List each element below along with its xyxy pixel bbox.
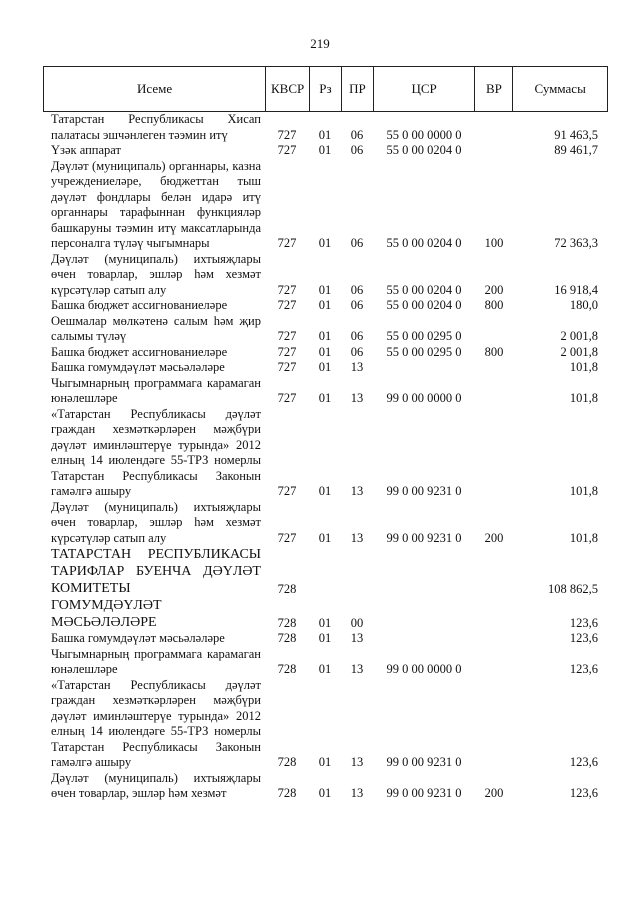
cell-rz: 01 bbox=[318, 282, 332, 297]
cell-sum: 101,8 bbox=[569, 530, 598, 545]
cell-csr: 55 0 00 0204 0 bbox=[386, 282, 462, 297]
header-pr: ПР bbox=[341, 67, 373, 111]
cell-csr: 55 0 00 0204 0 bbox=[386, 298, 462, 312]
cell-kvsr: 728 bbox=[277, 786, 297, 800]
table-header bbox=[43, 66, 608, 112]
table-row bbox=[43, 314, 608, 345]
cell-kvsr: 728 bbox=[277, 581, 297, 596]
cell-csr: 99 0 00 9231 0 bbox=[386, 530, 462, 545]
cell-name: Чыгымнарның программага карамаган юнәлешләре bbox=[51, 375, 261, 405]
cell-sum: 123,6 bbox=[569, 786, 598, 800]
cell-kvsr: 727 bbox=[277, 391, 297, 405]
cell-vr: 100 bbox=[484, 236, 504, 250]
cell-csr: 55 0 00 0295 0 bbox=[386, 344, 462, 359]
cell-csr: 55 0 00 0000 0 bbox=[386, 127, 462, 142]
cell-sum: 123,6 bbox=[569, 755, 598, 769]
cell-kvsr: 727 bbox=[277, 127, 297, 142]
cell-name: Үзәк аппарат bbox=[51, 143, 121, 157]
table-row bbox=[43, 678, 608, 771]
table-row bbox=[43, 298, 608, 314]
cell-csr: 99 0 00 9231 0 bbox=[386, 755, 462, 769]
cell-rz: 01 bbox=[318, 360, 332, 374]
cell-kvsr: 727 bbox=[277, 329, 297, 343]
cell-csr: 55 0 00 0295 0 bbox=[386, 329, 462, 343]
cell-kvsr: 727 bbox=[277, 143, 297, 157]
cell-pr: 06 bbox=[350, 236, 364, 250]
cell-pr: 06 bbox=[350, 298, 364, 312]
table-row bbox=[43, 500, 608, 547]
cell-sum: 2 001,8 bbox=[560, 329, 598, 343]
cell-sum: 180,0 bbox=[569, 298, 598, 312]
cell-pr: 06 bbox=[350, 282, 364, 297]
cell-pr: 06 bbox=[350, 127, 364, 142]
cell-sum: 123,6 bbox=[569, 631, 598, 645]
table-row bbox=[43, 597, 608, 631]
cell-vr: 200 bbox=[484, 282, 504, 297]
cell-sum: 101,8 bbox=[569, 484, 598, 498]
cell-csr: 99 0 00 0000 0 bbox=[386, 391, 462, 405]
header-rz: Рз bbox=[309, 67, 341, 111]
header-sum: Суммасы bbox=[512, 67, 607, 111]
cell-csr: 99 0 00 9231 0 bbox=[386, 786, 462, 800]
cell-name: Оешмалар мөлкәтенә салым һәм җир салымы түләү bbox=[51, 313, 261, 343]
cell-pr: 06 bbox=[350, 143, 364, 157]
cell-pr: 00 bbox=[350, 615, 364, 630]
cell-rz: 01 bbox=[318, 329, 332, 343]
cell-kvsr: 728 bbox=[277, 662, 297, 676]
cell-pr: 13 bbox=[350, 391, 364, 405]
cell-name: Татарстан Республикасы Хисап палатасы эшчәнлеген тәэмин итү bbox=[51, 112, 261, 142]
cell-rz: 01 bbox=[318, 631, 332, 645]
cell-sum: 108 862,5 bbox=[548, 581, 598, 596]
cell-sum: 16 918,4 bbox=[554, 282, 598, 297]
cell-pr: 06 bbox=[350, 329, 364, 343]
cell-rz: 01 bbox=[318, 484, 332, 498]
cell-rz: 01 bbox=[318, 236, 332, 250]
header-vr: ВР bbox=[474, 67, 512, 111]
table-row bbox=[43, 252, 608, 299]
cell-rz: 01 bbox=[318, 143, 332, 157]
table-row bbox=[43, 360, 608, 376]
cell-kvsr: 728 bbox=[277, 755, 297, 769]
cell-kvsr: 727 bbox=[277, 282, 297, 297]
table-row bbox=[43, 159, 608, 252]
table-body bbox=[43, 112, 608, 802]
cell-sum: 101,8 bbox=[569, 391, 598, 405]
cell-name: Дәүләт (муниципаль) ихтыяҗлары өчен товарлар, эшләр һәм хезмәт күрсәтүләр сатып алу bbox=[51, 251, 261, 297]
cell-rz: 01 bbox=[318, 127, 332, 142]
cell-name: Башка гомумдәүләт мәсьәләләре bbox=[51, 631, 225, 645]
table-row bbox=[43, 771, 608, 802]
cell-csr: 99 0 00 9231 0 bbox=[386, 484, 462, 498]
table-row bbox=[43, 647, 608, 678]
cell-csr: 99 0 00 0000 0 bbox=[386, 662, 462, 676]
cell-name: Дәүләт (муниципаль) ихтыяҗлары өчен товарлар, эшләр һәм хезмәт bbox=[51, 770, 261, 800]
cell-kvsr: 728 bbox=[277, 631, 297, 645]
table-row bbox=[43, 546, 608, 597]
cell-rz: 01 bbox=[318, 298, 332, 312]
cell-vr: 800 bbox=[484, 344, 504, 359]
cell-sum: 72 363,3 bbox=[554, 236, 598, 250]
cell-vr: 200 bbox=[484, 530, 504, 545]
cell-name: Башка гомумдәүләт мәсьәләләре bbox=[51, 360, 225, 374]
cell-sum: 123,6 bbox=[569, 615, 598, 630]
cell-pr: 13 bbox=[350, 786, 364, 800]
cell-pr: 13 bbox=[350, 631, 364, 645]
cell-csr: 55 0 00 0204 0 bbox=[386, 143, 462, 157]
table-row bbox=[43, 143, 608, 159]
cell-kvsr: 727 bbox=[277, 484, 297, 498]
table-row bbox=[43, 376, 608, 407]
cell-rz: 01 bbox=[318, 662, 332, 676]
cell-pr: 13 bbox=[350, 755, 364, 769]
cell-sum: 89 461,7 bbox=[554, 143, 598, 157]
cell-pr: 13 bbox=[350, 484, 364, 498]
cell-name: Дәүләт (муниципаль) ихтыяҗлары өчен товарлар, эшләр һәм хезмәт күрсәтүләр сатып алу bbox=[51, 499, 261, 545]
cell-sum: 101,8 bbox=[569, 360, 598, 374]
cell-rz: 01 bbox=[318, 786, 332, 800]
cell-name: ТАТАРСТАН РЕСПУБЛИКАСЫ ТАРИФЛАР БУЕНЧА ДӘҮЛӘТ КОМИТЕТЫ bbox=[51, 547, 261, 596]
cell-name: ГОМУМДӘҮЛӘТ МӘСЬӘЛӘЛӘРЕ bbox=[51, 598, 162, 630]
table-row bbox=[43, 407, 608, 500]
table-row bbox=[43, 112, 608, 143]
cell-sum: 91 463,5 bbox=[554, 127, 598, 142]
cell-kvsr: 728 bbox=[277, 615, 297, 630]
cell-vr: 800 bbox=[484, 298, 504, 312]
cell-kvsr: 727 bbox=[277, 344, 297, 359]
header-kvsr: КВСР bbox=[265, 67, 309, 111]
cell-name: Чыгымнарның программага карамаган юнәлешләре bbox=[51, 646, 261, 676]
cell-kvsr: 727 bbox=[277, 360, 297, 374]
cell-name: Башка бюджет ассигнованиеләре bbox=[51, 344, 228, 359]
page-number: 219 bbox=[310, 36, 330, 51]
table-row bbox=[43, 631, 608, 647]
cell-kvsr: 727 bbox=[277, 298, 297, 312]
cell-name: «Татарстан Республикасы дәүләт граждан хезмәткәрләрен мәҗбүри дәүләт иминләштерүе турында» 2012 елның 14 июлендәге 55-ТРЗ номерлы Татарстан Республикасы Законын гамәлгә ашыру bbox=[51, 677, 261, 769]
header-name: Исеме bbox=[137, 81, 173, 96]
cell-pr: 06 bbox=[350, 344, 364, 359]
cell-kvsr: 727 bbox=[277, 530, 297, 545]
cell-rz: 01 bbox=[318, 391, 332, 405]
cell-sum: 2 001,8 bbox=[560, 344, 598, 359]
cell-rz: 01 bbox=[318, 344, 332, 359]
cell-name: Башка бюджет ассигнованиеләре bbox=[51, 298, 228, 312]
cell-vr: 200 bbox=[484, 786, 504, 800]
cell-rz: 01 bbox=[318, 615, 332, 630]
cell-csr: 55 0 00 0204 0 bbox=[386, 236, 462, 250]
table-row bbox=[43, 345, 608, 361]
header-csr: ЦСР bbox=[373, 67, 475, 111]
cell-rz: 01 bbox=[318, 755, 332, 769]
cell-sum: 123,6 bbox=[569, 662, 598, 676]
cell-name: «Татарстан Республикасы дәүләт граждан хезмәткәрләрен мәҗбүри дәүләт иминләштерүе турында» 2012 елның 14 июлендәге 55-ТРЗ номерлы Татарстан Республикасы Законын гамәлгә ашыру bbox=[51, 406, 261, 498]
cell-pr: 13 bbox=[350, 530, 364, 545]
cell-pr: 13 bbox=[350, 360, 364, 374]
cell-pr: 13 bbox=[350, 662, 364, 676]
cell-rz: 01 bbox=[318, 530, 332, 545]
cell-name: Дәүләт (муниципаль) органнары, казна учреждениеләре, бюджеттан тыш дәүләт фондлары белән идарә итү органнары тарафыннан функцияләр башкаруны тәэмин итү максатларында персоналга түләү чыгымнары bbox=[51, 158, 261, 250]
cell-kvsr: 727 bbox=[277, 236, 297, 250]
